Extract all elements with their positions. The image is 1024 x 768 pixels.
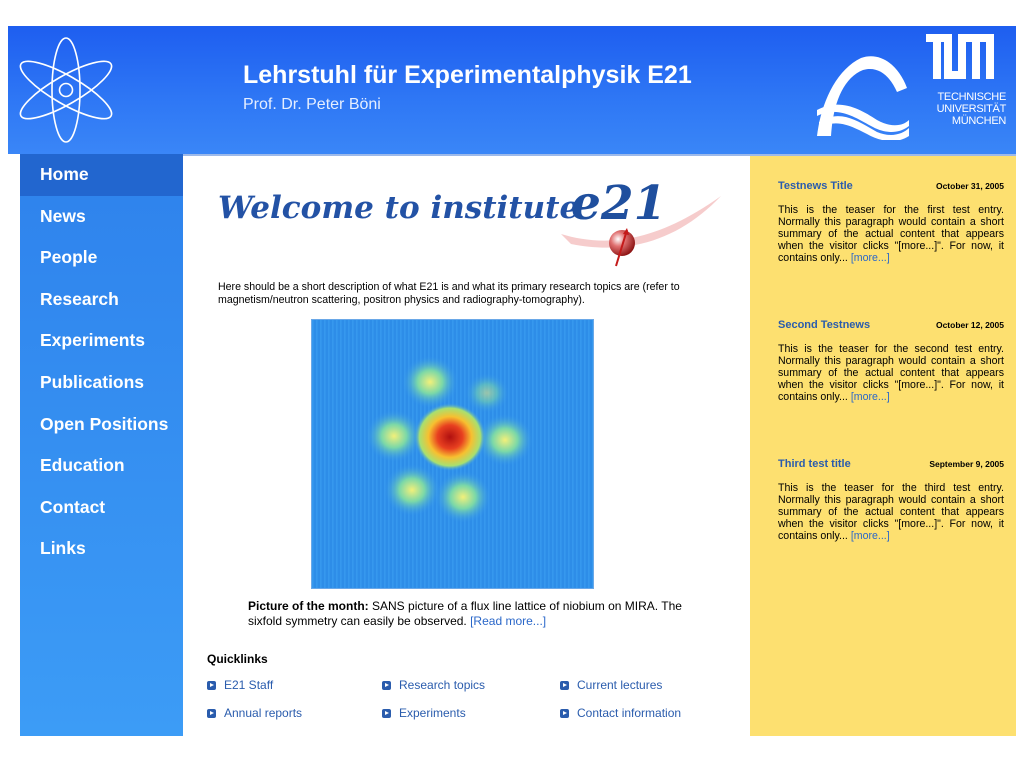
news-title[interactable]: Second Testnews	[778, 319, 871, 331]
picture-of-the-month[interactable]	[311, 319, 594, 589]
quicklink-e21-staff[interactable]: E21 Staff	[207, 678, 273, 692]
welcome-banner	[218, 176, 723, 276]
welcome-heading: Welcome to institute	[218, 190, 580, 226]
news-teaser: This is the teaser for the third test entry. Normally this paragraph would contain a short summary of the actual content that appears when the visitor clicks "[more...]". For now, it contains only... [more...]	[778, 482, 1004, 542]
news-teaser: This is the teaser for the first test entry. Normally this paragraph would contain a short summary of the actual content that appears when the visitor clicks "[more...]". For now, it contains only... [more...]	[778, 204, 1004, 264]
news-title[interactable]: Third test title	[778, 458, 851, 470]
news-teaser: This is the teaser for the second test entry. Normally this paragraph would contain a short summary of the actual content that appears when the visitor clicks "[more...]". For now, it contains only... [more...]	[778, 343, 1004, 403]
news-item	[778, 458, 1004, 542]
nav-item-links[interactable]: Links	[40, 538, 86, 559]
sans-image	[312, 320, 593, 588]
e21-logo	[561, 176, 726, 271]
arrow-bullet-icon	[207, 709, 216, 718]
university-name: TECHNISCHE UNIVERSITÄT MÜNCHEN	[936, 91, 1006, 127]
picture-caption: Picture of the month: SANS picture of a flux line lattice of niobium on MIRA. The sixfold symmetry can easily be observed. [Read more...]	[248, 599, 682, 628]
nav-item-experiments[interactable]: Experiments	[40, 330, 146, 351]
news-item	[778, 180, 1004, 264]
arrow-bullet-icon	[382, 709, 391, 718]
quicklink-contact-information[interactable]: Contact information	[560, 706, 681, 720]
news-sidebar	[750, 154, 1016, 736]
news-item	[778, 319, 1004, 403]
nav-item-research[interactable]: Research	[40, 288, 119, 309]
news-title[interactable]: Testnews Title	[778, 180, 853, 192]
news-date: October 31, 2005	[935, 181, 1004, 191]
arrow-bullet-icon	[382, 681, 391, 690]
page	[8, 26, 1016, 736]
wave-logo-icon	[811, 48, 911, 140]
quicklinks-title: Quicklinks	[207, 652, 268, 666]
arrow-bullet-icon	[560, 709, 569, 718]
quicklink-experiments[interactable]: Experiments	[382, 706, 466, 720]
intro-text: Here should be a short description of what E21 is and what its primary research topics are (refer to magnetism/neutron scattering, positron physics and radiography-tomography).	[218, 281, 680, 306]
more-link[interactable]: [more...]	[850, 530, 890, 542]
header	[8, 26, 1016, 154]
arrow-bullet-icon	[560, 681, 569, 690]
main-content	[183, 154, 750, 736]
nav-item-education[interactable]: Education	[40, 455, 125, 476]
nav-item-publications[interactable]: Publications	[40, 371, 145, 392]
quicklink-current-lectures[interactable]: Current lectures	[560, 678, 662, 692]
nav-item-home[interactable]: Home	[20, 154, 183, 196]
news-date: October 12, 2005	[935, 320, 1004, 330]
nav-item-contact[interactable]: Contact	[40, 496, 106, 517]
tum-logo-icon[interactable]	[926, 34, 994, 79]
site-subtitle: Prof. Dr. Peter Böni	[243, 96, 381, 113]
more-link[interactable]: [more...]	[850, 252, 890, 264]
news-date: September 9, 2005	[929, 459, 1004, 469]
e21-logo-text: e21	[571, 176, 667, 231]
nav-item-people[interactable]: People	[40, 247, 98, 268]
more-link[interactable]: [more...]	[850, 391, 890, 403]
nav-item-open-positions[interactable]: Open Positions	[40, 413, 169, 434]
quicklink-research-topics[interactable]: Research topics	[382, 678, 485, 692]
quicklink-annual-reports[interactable]: Annual reports	[207, 706, 302, 720]
main-navigation	[20, 154, 183, 736]
atom-logo-icon[interactable]	[18, 34, 114, 146]
read-more-link[interactable]: [Read more...]	[470, 614, 547, 628]
site-title: Lehrstuhl für Experimentalphysik E21	[243, 61, 692, 89]
arrow-bullet-icon	[207, 681, 216, 690]
nav-item-news[interactable]: News	[40, 205, 86, 226]
